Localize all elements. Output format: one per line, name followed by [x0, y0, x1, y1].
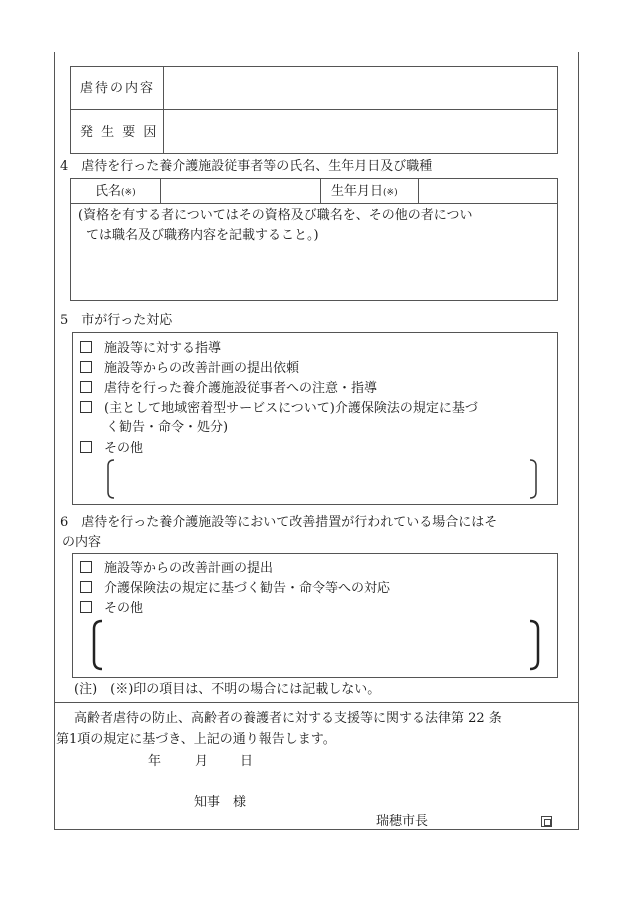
- checkbox-icon: [80, 441, 92, 453]
- frame-right-border: [578, 52, 579, 830]
- checkbox-icon: [80, 581, 92, 593]
- report-line1: 高齢者虐待の防止、高齢者の養護者に対する支援等に関する法律第 22 条: [74, 711, 502, 726]
- section5-title: 5 市が行った対応: [60, 313, 173, 328]
- checkbox-icon: [80, 341, 92, 353]
- checkbox-other[interactable]: その他: [80, 441, 143, 455]
- note: (注) (※)印の項目は、不明の場合には記載しない。: [74, 682, 381, 697]
- qualification-instruction-line2: ては職名及び職務内容を記載すること。): [86, 228, 319, 243]
- frame-bottom-border: [54, 829, 579, 830]
- date-year: 年: [148, 754, 162, 769]
- checkbox-staff-warning[interactable]: 虐待を行った養介護施設従事者への注意・指導: [80, 381, 377, 395]
- date-month: 月: [195, 754, 209, 769]
- checkbox-icon: [80, 381, 92, 393]
- qualification-instruction-line1: (資格を有する者についてはその資格及び職名を、その他の者につい: [78, 208, 473, 223]
- checkbox-icon: [80, 601, 92, 613]
- checkbox-plan-submitted[interactable]: 施設等からの改善計画の提出: [80, 561, 273, 575]
- checkbox-icon: [80, 561, 92, 573]
- checkbox-recommendation-response[interactable]: 介護保険法の規定に基づく勧告・命令等への対応: [80, 581, 390, 595]
- frame-left-border: [54, 52, 55, 830]
- other-detail-field[interactable]: [112, 460, 528, 498]
- birthdate-field[interactable]: [419, 179, 557, 202]
- section4-title: 4 虐待を行った養介護施設従事者等の氏名、生年月日及び職種: [60, 159, 433, 174]
- cause-label: 発 生 要 因: [80, 125, 159, 140]
- checkbox-care-insurance-action[interactable]: (主として地域密着型サービスについて)介護保険法の規定に基づ: [80, 401, 478, 415]
- addressee: 知事 様: [194, 795, 247, 810]
- cause-field[interactable]: [164, 110, 557, 153]
- improvement-detail-field[interactable]: [102, 622, 530, 670]
- checkbox-other-improvement[interactable]: その他: [80, 601, 143, 615]
- abuse-content-field[interactable]: [164, 67, 557, 109]
- seal-icon: [541, 816, 552, 827]
- checkbox-guidance[interactable]: 施設等に対する指導: [80, 341, 221, 355]
- abuse-content-label: 虐待の内容: [80, 81, 156, 96]
- section6-title-line1: 6 虐待を行った養介護施設等において改善措置が行われている場合にはそ: [60, 515, 498, 530]
- checkbox-icon: [80, 401, 92, 413]
- date-day: 日: [240, 754, 254, 769]
- name-field[interactable]: [161, 179, 319, 202]
- report-line2: 第1項の規定に基づき、上記の通り報告します。: [56, 732, 336, 747]
- section6-title-line2: の内容: [62, 535, 102, 550]
- sender: 瑞穂市長: [376, 814, 429, 829]
- birthdate-label: 生年月日(※): [331, 184, 398, 199]
- qualification-field[interactable]: [71, 248, 557, 300]
- care-insurance-action-cont: く勧告・命令・処分): [106, 420, 229, 435]
- name-label: 氏名(※): [95, 184, 136, 199]
- checkbox-icon: [80, 361, 92, 373]
- checkbox-plan-request[interactable]: 施設等からの改善計画の提出依頼: [80, 361, 299, 375]
- report-divider: [54, 702, 579, 703]
